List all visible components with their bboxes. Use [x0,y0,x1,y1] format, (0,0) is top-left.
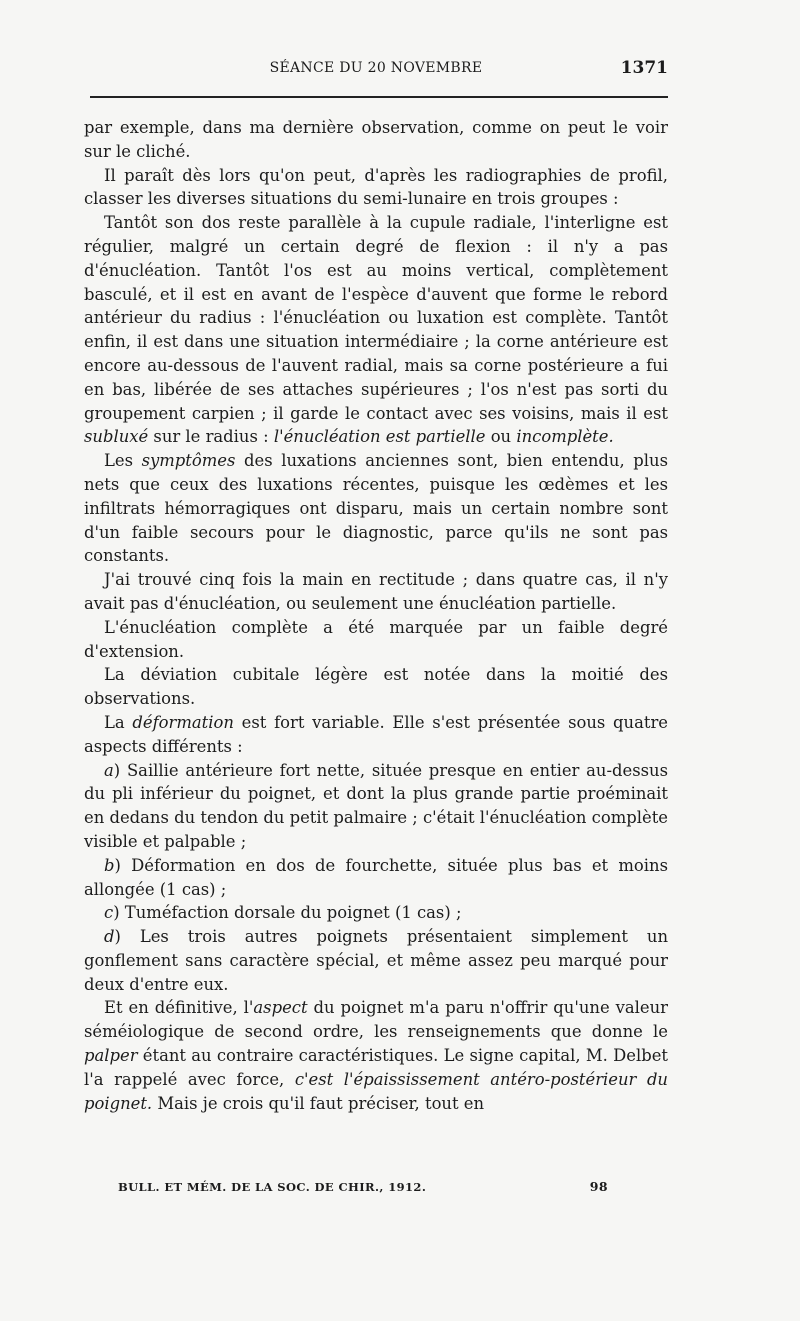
paragraph [84,568,668,616]
text-run: L'énucléation complète a été marquée par un faible degré d'extension. [84,617,668,661]
text-run: J'ai trouvé cinq fois la main en rectitude ; dans quatre cas, il n'y avait pas d'énucléation, ou seulement une énucléation partielle. [84,570,668,613]
text-run: Les [104,451,142,471]
text-run: ) Déformation en dos de fourchette, située plus bas et moins allongée (1 cas) ; [84,855,668,899]
italic-run: d [104,927,115,947]
italic-run: subluxé [84,427,149,447]
text-run: du poignet m'a paru n'offrir qu'une valeur séméiologique de second ordre, les renseignements que donne le [84,998,669,1042]
page-number: 1371 [620,58,668,78]
paragraph [84,996,668,1115]
italic-run: symptômes [141,451,236,471]
text-run: Il paraît dès lors qu'on peut, d'après les radiographies de profil, classer les diverses situations du semi-lunaire en trois groupes : [84,165,668,209]
text-run: Et en définitive, l' [104,998,254,1018]
paragraph [84,116,668,164]
paragraph [84,854,668,902]
text-run: étant au contraire caractéristiques. Le signe capital, M. Delbet l'a rappelé avec force, [84,1046,668,1089]
text-run: par exemple, dans ma dernière observation, comme on peut le voir sur le cliché. [84,118,668,161]
footer-citation: BULL. ET MÉM. DE LA SOC. DE CHIR., 1912. [118,1180,427,1194]
italic-run: b [104,855,115,875]
paragraph [84,925,668,996]
italic-run: c'est l'épaississement antéro-postérieur du poignet. [84,1069,668,1113]
page-footer [118,1180,608,1200]
text-run: La déviation cubitale légère est notée dans la moitié des observations. [84,665,668,709]
paragraph [84,164,668,212]
italic-run: l'énucléation est partielle [273,427,486,447]
page-header [84,60,668,84]
text-run: Tantôt son dos reste parallèle à la cupule radiale, l'interligne est régulier, malgré un certain degré de flexion : il n'y a pas d'énucléation. Tantôt l'os est au moins vertical, complètement basculé, et il est en avant de l'espèce d'auvent que forme le rebord antérieur du radius : l'énucléation ou luxation est complète. Tantôt enfin, il est dans une situation intermédiaire ; la corne antérieure est encore au-dessous de l'auvent radial, mais sa corne postérieure a fui en bas, libérée de ses attaches supérieures ; l'os n'est pas sorti du groupement carpien ; il garde le contact avec ses voisins, mais il est [84,213,668,423]
text-run: des luxations anciennes sont, bien entendu, plus nets que ceux des luxations récentes, puisque les œdèmes et les infiltrats hémorragiques ont disparu, mais un certain nombre sont d'un faible secours pour le diagnostic, parce qu'ils ne sont pas constants. [84,451,668,566]
running-title: SÉANCE DU 20 NOVEMBRE [269,60,483,76]
body-text [84,116,668,1115]
paragraph [84,449,668,568]
italic-run: palper [84,1046,138,1066]
text-run: La [104,712,133,732]
italic-run: déformation [132,712,234,732]
paragraph [84,616,668,664]
paragraph [84,901,668,925]
text-run: sur le radius : [148,427,274,447]
text-run: est fort variable. Elle s'est présentée sous quatre aspects différents : [84,712,668,756]
italic-run: incomplète. [516,427,614,447]
text-run: ) Les trois autres poignets présentaient simplement un gonflement sans caractère spécial, et même assez peu marqué pour deux d'entre eux. [84,927,668,994]
paragraph [84,211,668,449]
signature-mark: 98 [589,1179,608,1194]
italic-run: aspect [253,998,308,1018]
paragraph [84,711,668,759]
italic-run: a [104,760,114,780]
text-run: Mais je crois qu'il faut préciser, tout en [152,1093,485,1113]
text-run: ) Tuméfaction dorsale du poignet (1 cas) ; [113,903,462,923]
header-rule [90,96,668,98]
paragraph [84,663,668,711]
italic-run: c [104,903,114,923]
paragraph [84,759,668,854]
text-run: ou [485,427,517,447]
text-run: ) Saillie antérieure fort nette, située presque en entier au-dessus du pli inférieur du poignet, et dont la plus grande partie proéminait en dedans du tendon du petit palmaire ; c'était l'énucléation complète visible et palpable ; [84,760,668,851]
